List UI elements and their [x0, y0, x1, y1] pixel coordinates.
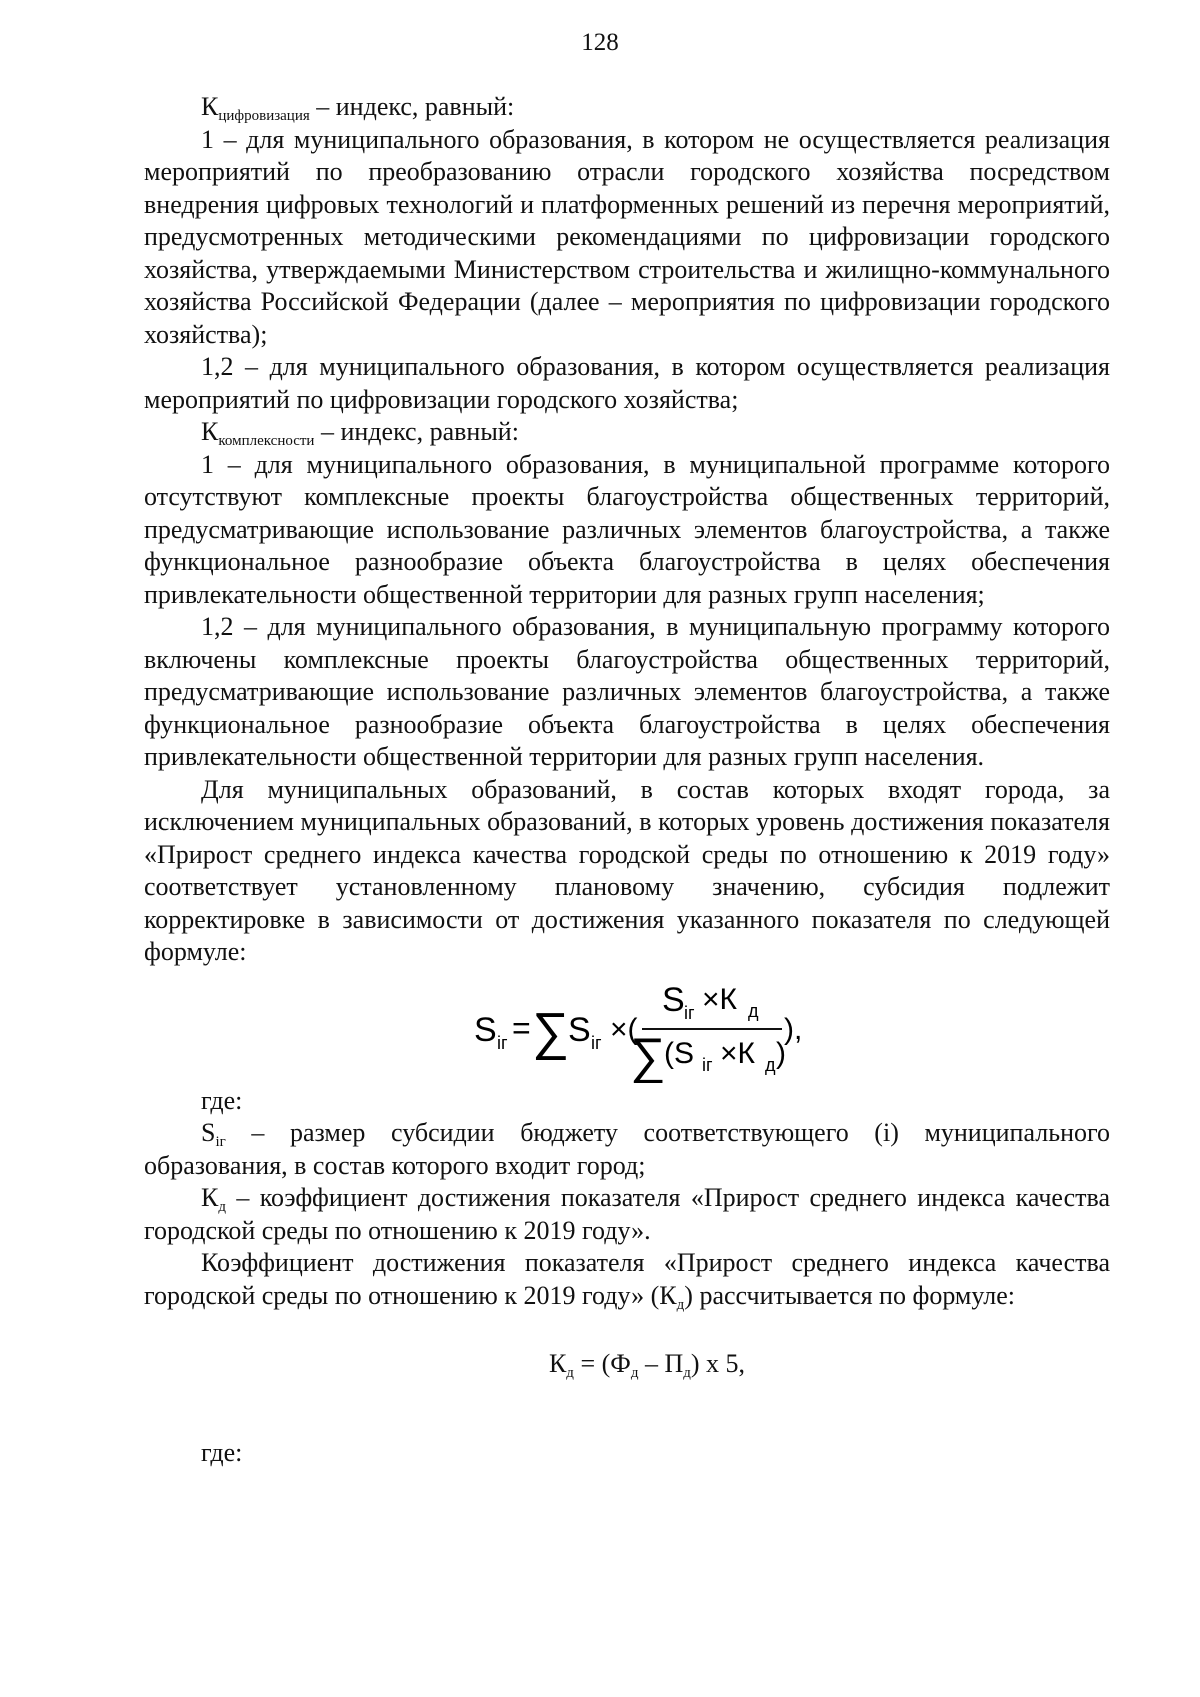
document-body — [144, 91, 1110, 1469]
formula-lhs-sub: іг — [497, 1032, 508, 1053]
k-kompleksnosti-definition: $К_{комплексности}$ – индекс, равный: — [201, 417, 519, 449]
formula-num-s: S — [662, 980, 685, 1019]
paragraph-4: 1,2 – для муниципального образования, в муниципальную программу которого включены комплексные проекты благоустройства общественных территорий, предусматривающие использование различных элементов благоустройства, а также функциональное разнообразие объекта благоустройства в целях обеспечения привлекательности общественной территории для разных групп населения. — [144, 612, 1110, 771]
formula-term-sub: іг — [591, 1032, 602, 1053]
formula-close: ), — [784, 1012, 802, 1046]
kd-formula: $К_д = (Ф_д - П_д)$ х 5, — [548, 1349, 746, 1381]
formula-num-k-sub: д — [748, 1000, 759, 1021]
s-definition: $S_{iг}$ – размер субсидии бюджету соответствующего (i) муниципального образования, в состав которого входит город; — [144, 1118, 1110, 1180]
paragraph-2: 1,2 – для муниципального образования, в котором осуществляется реализация мероприятий по цифровизации городского хозяйства; — [144, 352, 1110, 414]
k-cifrovizaciya-definition: $К_{цифровизация}$ – индекс, равный: — [201, 92, 515, 124]
formula-lhs: S — [474, 1010, 497, 1049]
kd-definition: $К_д$ – коэффициент достижения показателя «Прирост среднего индекса качества городской среды по отношению к 2019 году». — [144, 1183, 1110, 1245]
subsidy-formula — [144, 973, 1110, 1083]
formula-term: S — [568, 1010, 591, 1049]
formula-den-open: (S — [664, 1036, 694, 1070]
page-number: 128 — [581, 29, 619, 56]
paragraph-6: Коэффициент достижения показателя «Прирост среднего индекса качества городской среды по отношению к 2019 году» $(К_д)$ рассчитывается по формуле: — [144, 1248, 1110, 1313]
subsidy-formula-svg — [472, 973, 802, 1083]
formula-den-k-sub: д — [765, 1054, 776, 1075]
formula-sum: ∑ — [532, 1002, 570, 1061]
formula-eq: = — [512, 1009, 531, 1046]
formula-den-k: ×К — [720, 1036, 755, 1070]
formula-times: ×( — [610, 1012, 638, 1046]
paragraph-1: 1 – для муниципального образования, в котором не осуществляется реализация мероприятий по преобразованию отрасли городского хозяйства посредством внедрения цифровых технологий и платформенных решений из перечня мероприятий, предусмотренных методическими рекомендациями по цифровизации городского хозяйства, утверждаемыми Министерством строительства и жилищно-коммунального хозяйства Российской Федерации (далее – мероприятия по цифровизации городского хозяйства); — [144, 124, 1110, 349]
paragraph-3: 1 – для муниципального образования, в муниципальной программе которого отсутствуют комплексные проекты благоустройства общественных территорий, предусматривающие использование различных элементов благоустройства, а также функциональное разнообразие объекта благоустройства в целях обеспечения привлекательности общественной территории для разных групп населения; — [144, 449, 1110, 609]
formula-num-k: ×К — [702, 982, 737, 1016]
paragraph-5: Для муниципальных образований, в состав которых входят города, за исключением муниципальных образований, в которых уровень достижения показателя «Прирост среднего индекса качества городской среды по отношению к 2019 году» соответствует установленному плановому значению, субсидия подлежит корректировке в зависимости от достижения указанного показателя по следующей формуле: — [144, 774, 1110, 966]
where-label-1: где: — [201, 1085, 243, 1115]
formula-num-s-sub: іг — [684, 1002, 695, 1023]
formula-den-s-sub: іг — [702, 1054, 713, 1075]
formula-den-close: ) — [776, 1036, 786, 1070]
formula-den-sum: ∑ — [630, 1027, 666, 1083]
where-label-2: где: — [201, 1437, 243, 1467]
